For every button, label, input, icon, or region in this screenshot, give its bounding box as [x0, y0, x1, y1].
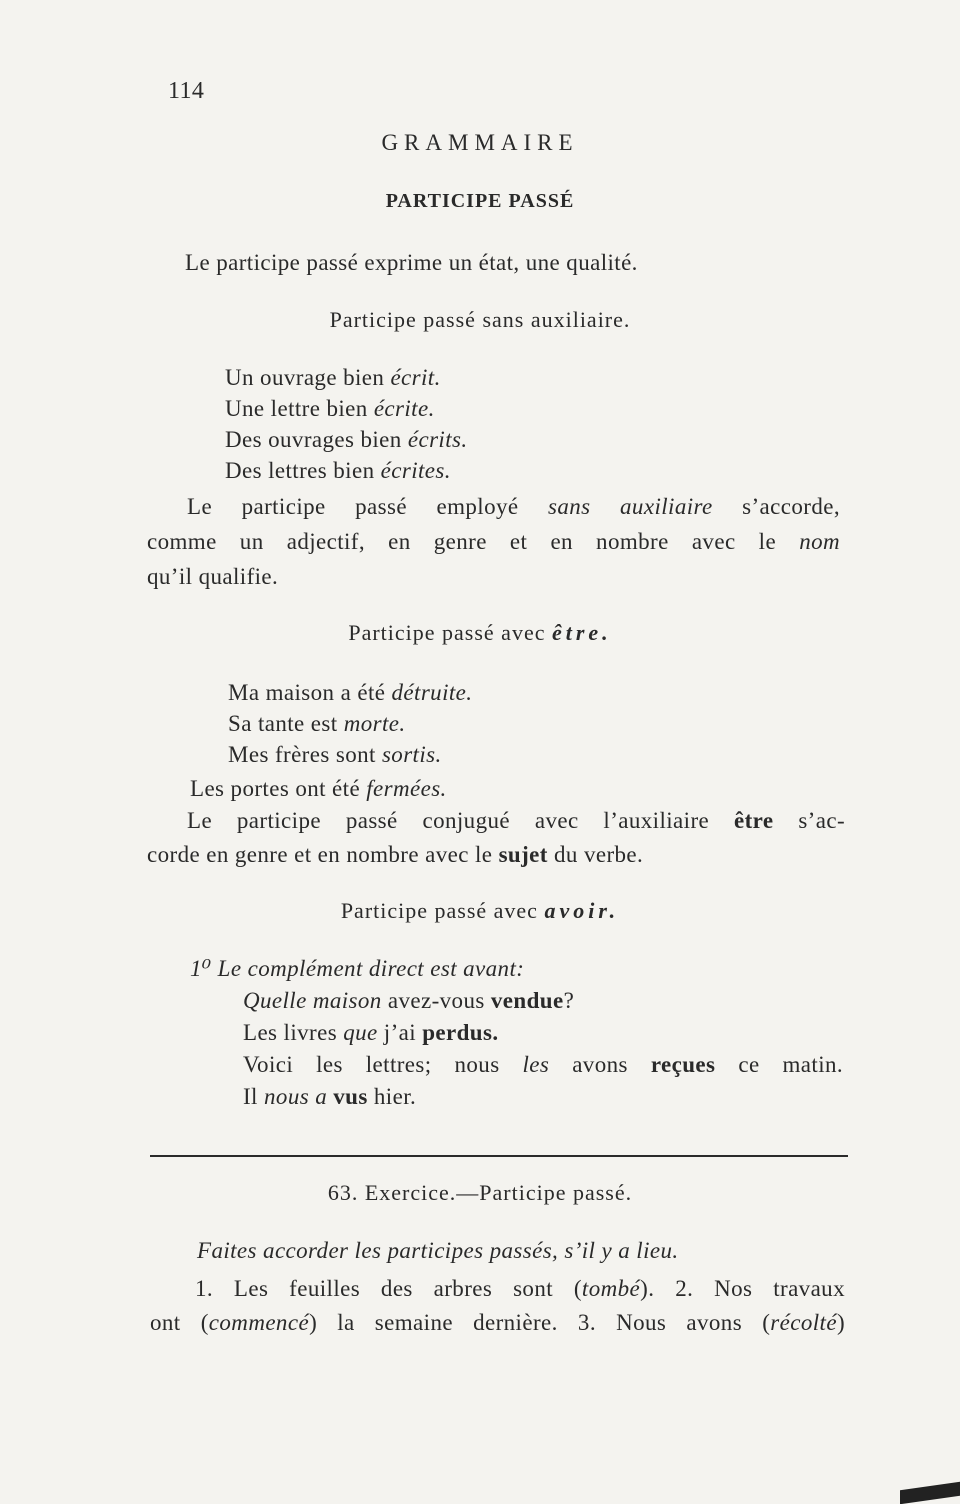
example-line: [225, 458, 451, 484]
rule-sans-auxiliaire-line3: qu’il qualifie.: [147, 564, 279, 589]
example-line: [228, 742, 442, 768]
exercise-text: ) la semaine dernière. 3. Nous avons (: [309, 1310, 771, 1335]
example-participle: morte.: [343, 711, 406, 736]
section-title: PARTICIPE PASSÉ: [385, 190, 575, 212]
exercise-instruction: Faites accorder les participes passés, s’il y a lieu.: [197, 1238, 679, 1263]
exercise-text: 1. Les feuilles des arbres sont (: [195, 1276, 582, 1301]
example-participle: sortis.: [381, 742, 442, 767]
exercise-title: [0, 1180, 960, 1206]
example-emphasis: que: [343, 1020, 378, 1045]
rule-text: du verbe.: [554, 842, 644, 867]
example-emphasis: nous a: [264, 1084, 328, 1109]
example-participle: écrites.: [380, 458, 451, 483]
subsection-avec-avoir: [0, 898, 960, 924]
rule-text: comme un adjectif, en genre et en nombre avec le: [147, 529, 777, 554]
exercise-line-1: [195, 1276, 845, 1302]
example-emphasis: les: [522, 1052, 550, 1077]
intro-sentence: Le participe passé exprime un état, une qualité.: [185, 250, 638, 275]
example-text: ?: [563, 988, 575, 1013]
example-line: [243, 1020, 499, 1046]
rule-sans-auxiliaire-line1: [187, 494, 840, 520]
example-text: ce matin.: [738, 1052, 844, 1077]
example-text: Une lettre bien: [225, 396, 368, 421]
exercise-number: 63.: [327, 1180, 359, 1205]
example-line: [243, 988, 574, 1014]
rule-emphasis: sans auxiliaire: [548, 494, 713, 519]
example-text: j’ai: [383, 1020, 417, 1045]
example-text: Des ouvrages bien: [225, 427, 402, 452]
rule-text: Le participe passé employé: [187, 494, 519, 519]
horizontal-divider: [150, 1155, 848, 1157]
subsection-sans-auxiliaire: Participe passé sans auxiliaire.: [329, 307, 631, 332]
rule-sans-auxiliaire-line2: [147, 529, 840, 555]
example-text: Il: [243, 1084, 258, 1109]
exercise-dash: —: [456, 1180, 480, 1205]
page-corner-shadow: [900, 1482, 960, 1504]
example-text: Les portes ont été: [190, 776, 361, 801]
example-participle: fermées.: [366, 776, 447, 801]
rule-text: s’ac-: [798, 808, 846, 833]
example-text: hier.: [373, 1084, 417, 1109]
exercise-participle: commencé: [208, 1310, 310, 1335]
example-text: avez-vous: [387, 988, 485, 1013]
rule-text: corde en genre et en nombre avec le: [147, 842, 493, 867]
subsection-avec-etre: [0, 620, 960, 646]
example-text: Ma maison a été: [228, 680, 386, 705]
example-line: [228, 711, 406, 737]
example-participle: vendue: [490, 988, 564, 1013]
example-line: [190, 776, 447, 802]
example-text: Sa tante est: [228, 711, 338, 736]
exercise-topic: Participe passé.: [479, 1180, 633, 1205]
example-text: Voici les lettres; nous: [243, 1052, 500, 1077]
rule-avec-etre-line2: [147, 842, 643, 868]
example-participle: écrits.: [407, 427, 468, 452]
chapter-heading: GRAMMAIRE: [381, 130, 579, 155]
example-line: [228, 680, 472, 706]
rule-emphasis: sujet: [498, 842, 548, 867]
subsection-title-word: avoir.: [544, 898, 620, 923]
example-line: [225, 365, 441, 391]
exercise-label: Exercice.: [364, 1180, 457, 1205]
example-text: Les livres: [243, 1020, 338, 1045]
subsection-title-text: Participe passé avec: [340, 898, 538, 923]
exercise-text: ont (: [150, 1310, 209, 1335]
example-participle: perdus.: [422, 1020, 499, 1045]
case-1-heading: 1⁰ Le complément direct est avant:: [190, 956, 525, 981]
exercise-participle: tombé: [581, 1276, 641, 1301]
subsection-title-text: Participe passé avec: [348, 620, 546, 645]
rule-text: s’accorde,: [742, 494, 840, 519]
example-text: Des lettres bien: [225, 458, 375, 483]
rule-emphasis: nom: [799, 529, 840, 554]
example-text: Un ouvrage bien: [225, 365, 385, 390]
rule-emphasis: être: [733, 808, 774, 833]
example-participle: écrit.: [390, 365, 441, 390]
rule-text: Le participe passé conjugué avec l’auxiliaire: [187, 808, 710, 833]
exercise-participle: récolté: [770, 1310, 837, 1335]
example-line: [243, 1052, 843, 1078]
example-emphasis: Quelle maison: [243, 988, 382, 1013]
exercise-text: ): [836, 1310, 845, 1335]
example-text: Mes frères sont: [228, 742, 376, 767]
example-participle: écrite.: [373, 396, 435, 421]
example-text: avons: [572, 1052, 628, 1077]
exercise-text: ). 2. Nos travaux: [640, 1276, 845, 1301]
subsection-title-word: être.: [551, 620, 612, 645]
example-line: [243, 1084, 416, 1110]
example-participle: détruite.: [391, 680, 473, 705]
example-line: [225, 427, 468, 453]
rule-avec-etre-line1: [187, 808, 845, 834]
page-number: 114: [168, 78, 205, 104]
example-participle: vus: [333, 1084, 368, 1109]
example-participle: reçues: [650, 1052, 716, 1077]
example-line: [225, 396, 435, 422]
exercise-line-2: [150, 1310, 845, 1336]
